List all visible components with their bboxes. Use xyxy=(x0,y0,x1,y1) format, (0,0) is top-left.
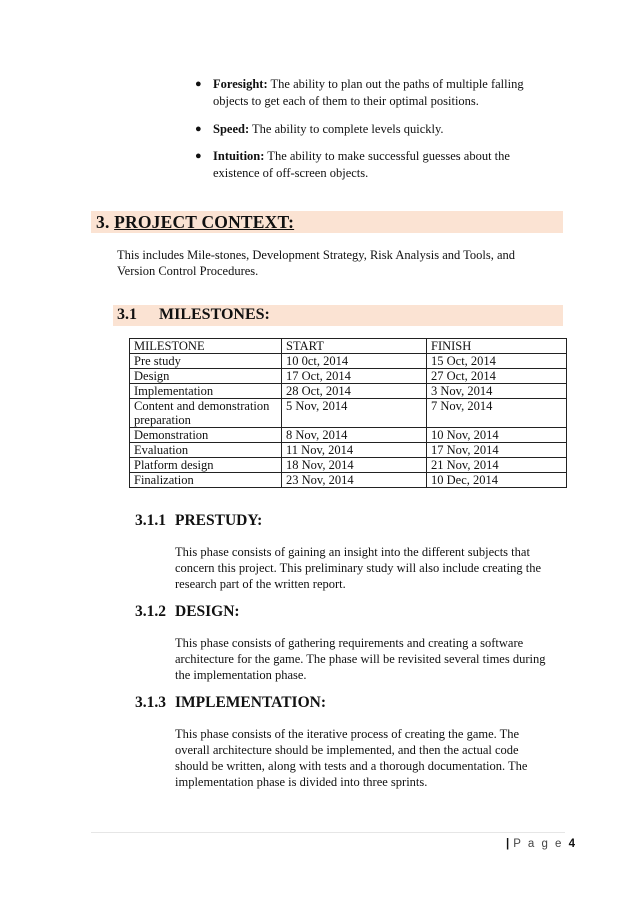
table-cell: 17 Nov, 2014 xyxy=(427,443,567,458)
section-3-number: 3. xyxy=(96,212,110,232)
table-cell: 7 Nov, 2014 xyxy=(427,399,567,428)
bullet-term: Intuition: xyxy=(213,149,265,163)
table-cell: Design xyxy=(130,369,282,384)
table-cell: Demonstration xyxy=(130,428,282,443)
table-cell: 23 Nov, 2014 xyxy=(282,473,427,488)
table-cell: 27 Oct, 2014 xyxy=(427,369,567,384)
table-cell: 21 Nov, 2014 xyxy=(427,458,567,473)
table-cell: 15 Oct, 2014 xyxy=(427,354,567,369)
section-3-1-1-heading xyxy=(135,512,262,530)
table-row xyxy=(130,399,567,428)
bullet-text: The ability to plan out the paths of multiple falling objects to get each of them to their optimal positions. xyxy=(213,77,524,108)
section-title: PRESTUDY: xyxy=(175,512,263,529)
section-3-1-3-heading xyxy=(135,694,326,712)
table-cell: 28 Oct, 2014 xyxy=(282,384,427,399)
section-title: IMPLEMENTATION: xyxy=(175,694,326,711)
milestones-table xyxy=(129,338,567,488)
table-row xyxy=(130,428,567,443)
table-row xyxy=(130,458,567,473)
section-title: DESIGN: xyxy=(175,603,240,620)
table-cell: 10 0ct, 2014 xyxy=(282,354,427,369)
section-3-1-1-body: This phase consists of gaining an insight into the different subjects that concern this project. This preliminary study will also include creating the research part of the written report. xyxy=(175,545,541,591)
table-cell: Pre study xyxy=(130,354,282,369)
section-3-1-2-heading xyxy=(135,603,240,621)
section-number: 3.1.3 xyxy=(135,694,166,711)
section-3-header xyxy=(91,211,563,233)
table-cell: Platform design xyxy=(130,458,282,473)
section-number: 3.1.2 xyxy=(135,603,166,620)
table-row xyxy=(130,354,567,369)
bullet-dot: ● xyxy=(195,123,202,135)
table-cell: 17 Oct, 2014 xyxy=(282,369,427,384)
bullet-term: Speed: xyxy=(213,122,250,136)
table-header-cell: FINISH xyxy=(427,339,567,354)
footer-divider xyxy=(91,832,565,833)
page-number xyxy=(506,838,577,850)
footer-bar: | xyxy=(506,838,510,850)
table-header-cell: START xyxy=(282,339,427,354)
table-cell: 10 Nov, 2014 xyxy=(427,428,567,443)
bullet-dot: ● xyxy=(195,78,202,90)
section-3-1-2-body: This phase consists of gathering requirements and creating a software architecture for the game. The phase will be revisited several times during the implementation phase. xyxy=(175,636,546,682)
page-label: P a g e xyxy=(513,838,564,850)
table-cell: 8 Nov, 2014 xyxy=(282,428,427,443)
section-3-intro: This includes Mile-stones, Development Strategy, Risk Analysis and Tools, and Version Control Procedures. xyxy=(117,248,516,278)
table-cell: 5 Nov, 2014 xyxy=(282,399,427,428)
section-3-1-3-body: This phase consists of the iterative process of creating the game. The overall architecture should be implemented, and then the actual code should be written, along with tests and a thorough documentation. The implementation phase is divided into three sprints. xyxy=(175,727,528,789)
table-cell: Evaluation xyxy=(130,443,282,458)
section-3-1-number: 3.1 xyxy=(117,306,137,323)
bullet-text: The ability to make successful guesses about the existence of off-screen objects. xyxy=(213,149,510,180)
section-3-1-header xyxy=(113,305,563,326)
table-cell: 18 Nov, 2014 xyxy=(282,458,427,473)
table-cell: Content and demonstration preparation xyxy=(130,399,282,428)
table-cell: Finalization xyxy=(130,473,282,488)
table-row xyxy=(130,443,567,458)
table-cell: 11 Nov, 2014 xyxy=(282,443,427,458)
bullet-term: Foresight: xyxy=(213,77,268,91)
table-cell: Implementation xyxy=(130,384,282,399)
table-row xyxy=(130,384,567,399)
table-row xyxy=(130,369,567,384)
table-header-cell: MILESTONE xyxy=(130,339,282,354)
section-3-1-title: MILESTONES: xyxy=(159,306,270,323)
table-header-row xyxy=(130,339,567,354)
table-cell: 10 Dec, 2014 xyxy=(427,473,567,488)
table-row xyxy=(130,473,567,488)
page-number-value: 4 xyxy=(568,838,578,850)
bullet-text: The ability to complete levels quickly. xyxy=(249,122,444,136)
section-3-title: PROJECT CONTEXT: xyxy=(114,212,295,232)
table-cell: 3 Nov, 2014 xyxy=(427,384,567,399)
section-number: 3.1.1 xyxy=(135,512,166,529)
bullet-dot: ● xyxy=(195,150,202,162)
